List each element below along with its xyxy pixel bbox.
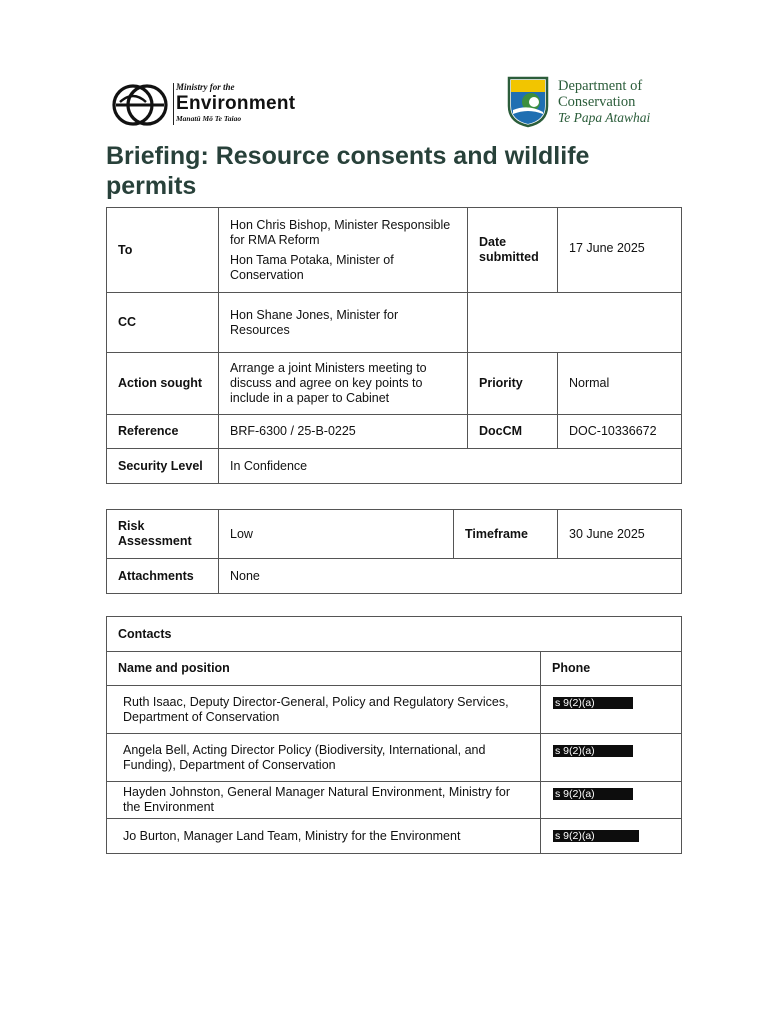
mfe-symbol-icon [112, 80, 168, 130]
priority-label: Priority [468, 353, 558, 415]
date-submitted-value: 17 June 2025 [558, 208, 682, 293]
contact-phone [541, 819, 682, 854]
contact-name: Angela Bell, Acting Director Policy (Biodiversity, International, and Funding), Department of Conservation [107, 734, 541, 782]
ministry-for-the-environment-logo [112, 80, 312, 130]
attachments-label: Attachments [107, 559, 219, 594]
redacted-phone: s 9(2)(a) [553, 697, 633, 709]
contact-row [107, 734, 682, 782]
to-recipient-2: Hon Tama Potaka, Minister of Conservation [230, 252, 394, 282]
contact-phone [541, 686, 682, 734]
cc-value: Hon Shane Jones, Minister for Resources [219, 293, 468, 353]
mfe-line-1: Ministry for the [176, 82, 235, 92]
risk-assessment-table [106, 509, 682, 594]
document-title: Briefing: Resource consents and wildlife permits [106, 142, 590, 200]
contact-name: Hayden Johnston, General Manager Natural Environment, Ministry for the Environment [107, 782, 541, 819]
contact-phone [541, 782, 682, 819]
mfe-wordmark [176, 80, 295, 124]
contact-name: Ruth Isaac, Deputy Director-General, Policy and Regulatory Services, Department of Conservation [107, 686, 541, 734]
contact-row [107, 686, 682, 734]
cc-empty-cell [468, 293, 682, 353]
contact-row [107, 819, 682, 854]
name-position-header: Name and position [107, 652, 541, 686]
mfe-line-3: Manatū Mō Te Taiao [176, 114, 242, 123]
date-submitted-label: Date submitted [468, 208, 558, 293]
contact-phone [541, 734, 682, 782]
doc-line-2: Conservation [558, 94, 636, 110]
reference-value: BRF-6300 / 25-B-0225 [219, 415, 468, 449]
redacted-phone: s 9(2)(a) [553, 830, 639, 842]
timeframe-label: Timeframe [454, 510, 558, 559]
cc-label: CC [107, 293, 219, 353]
action-sought-label: Action sought [107, 353, 219, 415]
doccm-value: DOC-10336672 [558, 415, 682, 449]
security-level-label: Security Level [107, 449, 219, 484]
redacted-phone: s 9(2)(a) [553, 745, 633, 757]
department-of-conservation-logo [507, 76, 667, 130]
attachments-value: None [219, 559, 682, 594]
redacted-phone: s 9(2)(a) [553, 788, 633, 800]
briefing-details-table [106, 207, 682, 484]
doc-line-3: Te Papa Atawhai [558, 110, 651, 125]
priority-value: Normal [558, 353, 682, 415]
to-label: To [107, 208, 219, 293]
contacts-heading: Contacts [107, 617, 682, 652]
action-sought-value: Arrange a joint Ministers meeting to discuss and agree on key points to include in a paper to Cabinet [219, 353, 468, 415]
doc-shield-icon [507, 76, 549, 128]
security-level-value: In Confidence [219, 449, 682, 484]
risk-assessment-label: Risk Assessment [107, 510, 219, 559]
logo-divider [173, 83, 174, 125]
to-recipient-1: Hon Chris Bishop, Minister Responsible for RMA Reform [230, 217, 451, 247]
doc-line-1: Department of [558, 78, 643, 94]
doccm-label: DocCM [468, 415, 558, 449]
mfe-line-2: Environment [176, 93, 296, 114]
to-value [219, 208, 468, 293]
reference-label: Reference [107, 415, 219, 449]
doc-wordmark [558, 78, 650, 126]
risk-assessment-value: Low [219, 510, 454, 559]
timeframe-value: 30 June 2025 [558, 510, 682, 559]
phone-header: Phone [541, 652, 682, 686]
contacts-table [106, 616, 682, 854]
contact-row [107, 782, 682, 819]
contact-name: Jo Burton, Manager Land Team, Ministry for the Environment [107, 819, 541, 854]
